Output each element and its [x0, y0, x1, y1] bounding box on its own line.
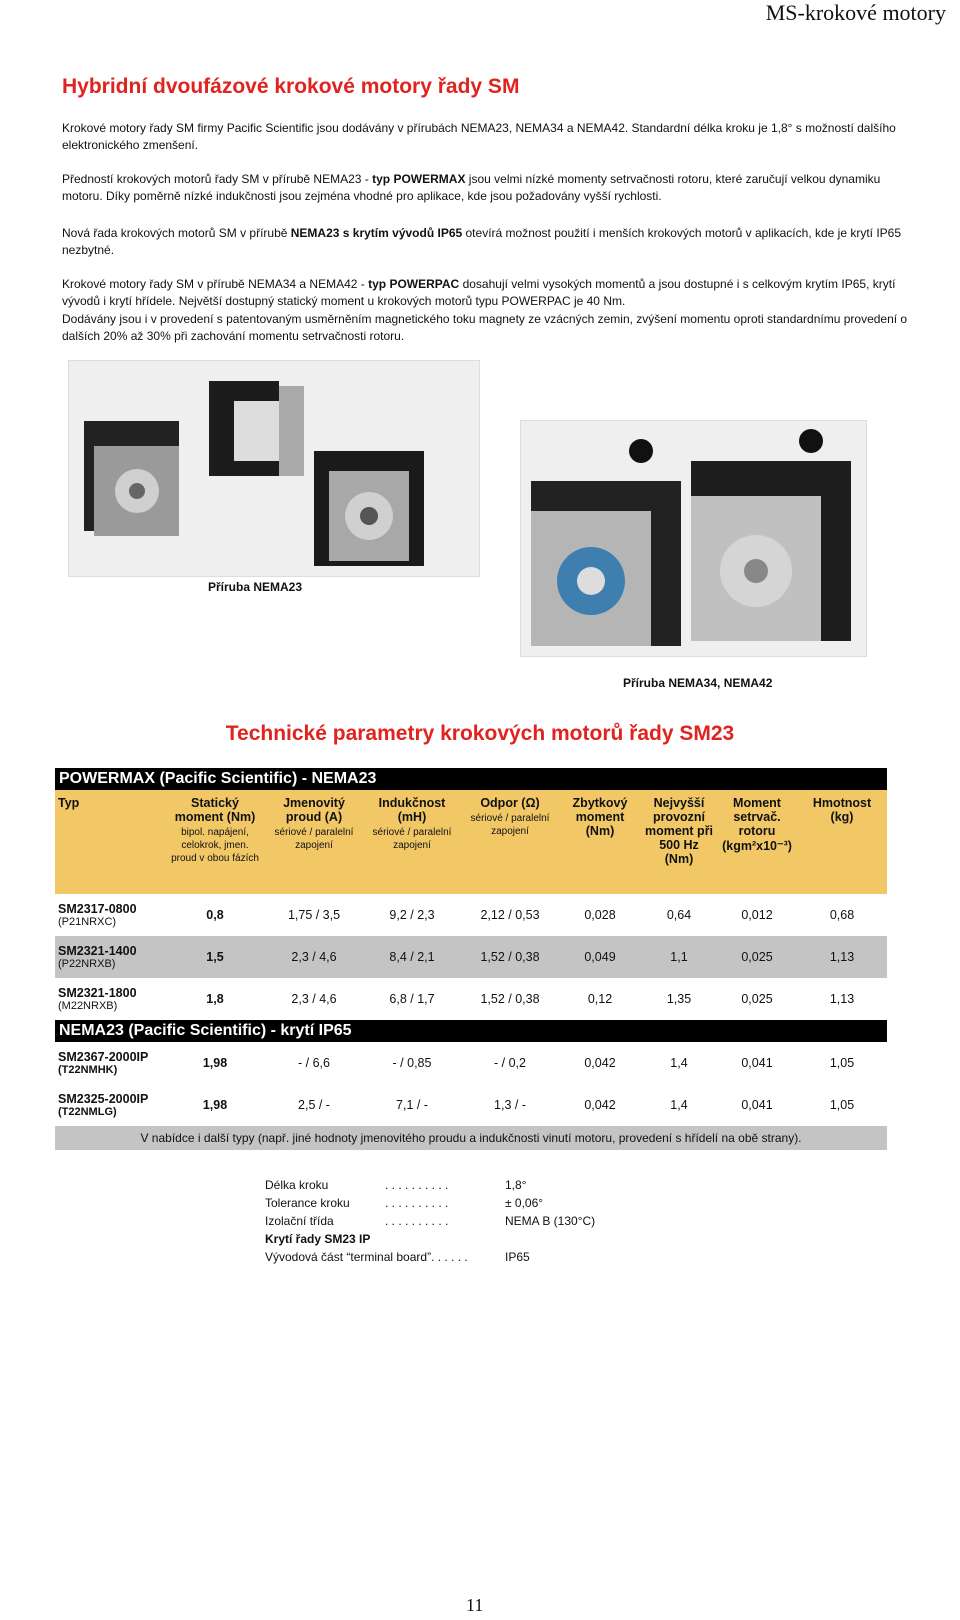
spec-value: NEMA B (130°C)	[505, 1214, 596, 1228]
model-code: (T22NMHK)	[58, 1064, 118, 1076]
nema34-42-caption: Příruba NEMA34, NEMA42	[623, 676, 773, 690]
cell: 1,8	[165, 978, 265, 1020]
model-code: (M22NRXB)	[58, 1000, 118, 1012]
nema34-42-motors-illustration	[521, 421, 866, 656]
text: jsou velmi nízké momenty setrvačnosti rotoru, které zaručují velkou dynamiku motoru. Díky poměrně nízké indukčnosti jsou zejména vhodné pro aplikace, kde jsou požadovány vyšší rychlosti.	[62, 172, 881, 203]
cell: 1,05	[797, 1084, 887, 1126]
emphasis: typ POWERPAC	[368, 277, 460, 291]
powermax-paragraph	[62, 171, 912, 205]
header-subtext: bipol. napájení, celokrok, jmen. proud v obou fázích	[171, 827, 259, 864]
cell: 0,68	[797, 894, 887, 936]
text: otevírá možnost použití i menších krokových motorů v aplikacích, kde je krytí IP65 nezbytné.	[62, 226, 902, 257]
table-row	[55, 1042, 887, 1084]
cell: 2,12 / 0,53	[461, 894, 559, 936]
intro-paragraph: Krokové motory řady SM firmy Pacific Scientific jsou dodávány v přírubách NEMA23, NEMA34 a NEMA42. Standardní délka kroku je 1,8° s možností dalšího elektronického zmenšení.	[62, 121, 896, 152]
spec-label: Izolační třída	[265, 1214, 334, 1228]
spec-row	[265, 1176, 595, 1194]
model-name: SM2367-2000IP	[58, 1050, 149, 1064]
type-cell	[55, 894, 165, 936]
model-name: SM2317-0800	[58, 902, 137, 916]
cell: 1,05	[797, 1042, 887, 1084]
params-table	[55, 768, 887, 1150]
table-row	[55, 1084, 887, 1126]
cell: 1,13	[797, 936, 887, 978]
page-header-title: MS-krokové motory	[765, 0, 946, 25]
text: Předností krokových motorů řady SM v přírubě NEMA23 -	[62, 172, 373, 186]
cell: 1,4	[641, 1084, 717, 1126]
header-text: Jmenovitý proud (A)	[283, 796, 345, 824]
header-text: Statický moment (Nm)	[174, 796, 256, 824]
specs-list	[265, 1176, 595, 1266]
header-text: Odpor (Ω)	[480, 796, 540, 810]
header-subtext: sériové / paralelní zapojení	[470, 813, 550, 837]
type-cell	[55, 1042, 165, 1084]
table-row	[55, 936, 887, 978]
nema23-motors-photo	[68, 360, 480, 577]
cell: 7,1 / -	[363, 1084, 461, 1126]
cell: 1,52 / 0,38	[461, 936, 559, 978]
cell: 0,12	[559, 978, 641, 1020]
spec-row	[265, 1194, 595, 1212]
spec-dots: . . . . . . . . . .	[385, 1214, 449, 1228]
nema23-motors-illustration	[69, 361, 479, 576]
col-header-residual-moment: Zbytkový moment (Nm)	[559, 790, 641, 894]
cell: 0,042	[559, 1042, 641, 1084]
cell: 1,98	[165, 1084, 265, 1126]
table-section-ip65	[55, 1020, 887, 1042]
cell: 6,8 / 1,7	[363, 978, 461, 1020]
patent-paragraph: Dodávány jsou i v provedení s patentovaným usměrněním magnetického toku magnety ze vzácných zemin, zvýšení momentu oproti standardnímu provedení o dalších 20% až 30% při zachování momentu setrvačnosti rotoru.	[62, 312, 908, 343]
cell: 0,041	[717, 1084, 797, 1126]
cell: 0,028	[559, 894, 641, 936]
table-header-row	[55, 790, 887, 894]
cell: - / 0,2	[461, 1042, 559, 1084]
col-header-resistance	[461, 790, 559, 894]
model-code: (P21NRXC)	[58, 916, 117, 928]
col-header-type: Typ	[55, 790, 165, 894]
page-number: 11	[466, 1595, 484, 1615]
cell: 1,75 / 3,5	[265, 894, 363, 936]
cell: 8,4 / 2,1	[363, 936, 461, 978]
cell: 1,13	[797, 978, 887, 1020]
cell: 0,025	[717, 978, 797, 1020]
text: Krokové motory řady SM v přírubě NEMA34 a NEMA42 -	[62, 277, 369, 291]
cell: 1,3 / -	[461, 1084, 559, 1126]
col-header-weight: Hmotnost (kg)	[797, 790, 887, 894]
text: dosahují velmi vysokých momentů a jsou dostupné i s celkovým krytím IP65, krytí vývodů i krytí hřídele. Největší dostupný statický moment u krokových motorů typu POWERPAC je 40 Nm.	[62, 277, 896, 308]
type-cell	[55, 936, 165, 978]
cell: 2,3 / 4,6	[265, 936, 363, 978]
col-header-max-moment: Nejvyšší provozní moment při 500 Hz (Nm)	[641, 790, 717, 894]
section-label: POWERMAX (Pacific Scientific) - NEMA23	[55, 768, 887, 790]
main-title: Hybridní dvoufázové krokové motory řady SM	[62, 75, 520, 98]
emphasis: typ POWERMAX	[372, 172, 466, 186]
nema23-caption: Příruba NEMA23	[208, 580, 303, 594]
spec-value: 1,8°	[505, 1178, 527, 1192]
cell: 0,8	[165, 894, 265, 936]
header-subtext: sériové / paralelní zapojení	[274, 827, 354, 851]
cell: 1,98	[165, 1042, 265, 1084]
table-footer-note: V nabídce i další typy (např. jiné hodnoty jmenovitého proudu a indukčnosti vinutí motoru, provedení s hřídelí na obě strany).	[55, 1126, 887, 1150]
section-title: Technické parametry krokových motorů řady SM23	[225, 722, 735, 745]
section-label: NEMA23 (Pacific Scientific) - krytí IP65	[55, 1020, 887, 1042]
powerpac-paragraph	[62, 276, 912, 310]
model-name: SM2325-2000IP	[58, 1092, 149, 1106]
nema34-42-motors-photo	[520, 420, 867, 657]
cell: 0,041	[717, 1042, 797, 1084]
col-header-inductance	[363, 790, 461, 894]
type-cell	[55, 978, 165, 1020]
type-cell	[55, 1084, 165, 1126]
spec-label: Krytí řady SM23 IP	[265, 1232, 371, 1246]
cell: 1,5	[165, 936, 265, 978]
cell: - / 6,6	[265, 1042, 363, 1084]
spec-row	[265, 1248, 595, 1266]
spec-value: ± 0,06°	[505, 1196, 544, 1210]
emphasis: NEMA23 s krytím vývodů IP65	[290, 226, 463, 240]
cell: - / 0,85	[363, 1042, 461, 1084]
cell: 2,5 / -	[265, 1084, 363, 1126]
model-code: (T22NMLG)	[58, 1106, 117, 1118]
cell: 0,64	[641, 894, 717, 936]
ip65-paragraph	[62, 225, 912, 259]
table-section-powermax	[55, 768, 887, 790]
spec-label: Délka kroku	[265, 1178, 329, 1192]
col-header-static-moment	[165, 790, 265, 894]
table-footer-row	[55, 1126, 887, 1150]
header-subtext: sériové / paralelní zapojení	[372, 827, 452, 851]
cell: 9,2 / 2,3	[363, 894, 461, 936]
cell: 0,042	[559, 1084, 641, 1126]
cell: 2,3 / 4,6	[265, 978, 363, 1020]
model-name: SM2321-1800	[58, 986, 137, 1000]
col-header-inertia: Moment setrvač. rotoru (kgm²x10⁻³)	[717, 790, 797, 894]
cell: 1,35	[641, 978, 717, 1020]
table-row	[55, 978, 887, 1020]
cell: 1,4	[641, 1042, 717, 1084]
header-text: Indukčnost (mH)	[378, 796, 446, 824]
spec-label: Tolerance kroku	[265, 1196, 350, 1210]
cell: 1,1	[641, 936, 717, 978]
spec-dots: . . . . . . . . . .	[385, 1178, 449, 1192]
model-name: SM2321-1400	[58, 944, 137, 958]
spec-dots: . . . . . . . . . .	[385, 1196, 449, 1210]
spec-row	[265, 1230, 595, 1248]
cell: 1,52 / 0,38	[461, 978, 559, 1020]
model-code: (P22NRXB)	[58, 958, 116, 970]
cell: 0,012	[717, 894, 797, 936]
table-row	[55, 894, 887, 936]
spec-value: IP65	[505, 1250, 530, 1264]
spec-label: Vývodová část “terminal board”. . . . . .	[265, 1250, 468, 1264]
col-header-current	[265, 790, 363, 894]
spec-row	[265, 1212, 595, 1230]
cell: 0,025	[717, 936, 797, 978]
cell: 0,049	[559, 936, 641, 978]
text: Nová řada krokových motorů SM v přírubě	[62, 226, 291, 240]
